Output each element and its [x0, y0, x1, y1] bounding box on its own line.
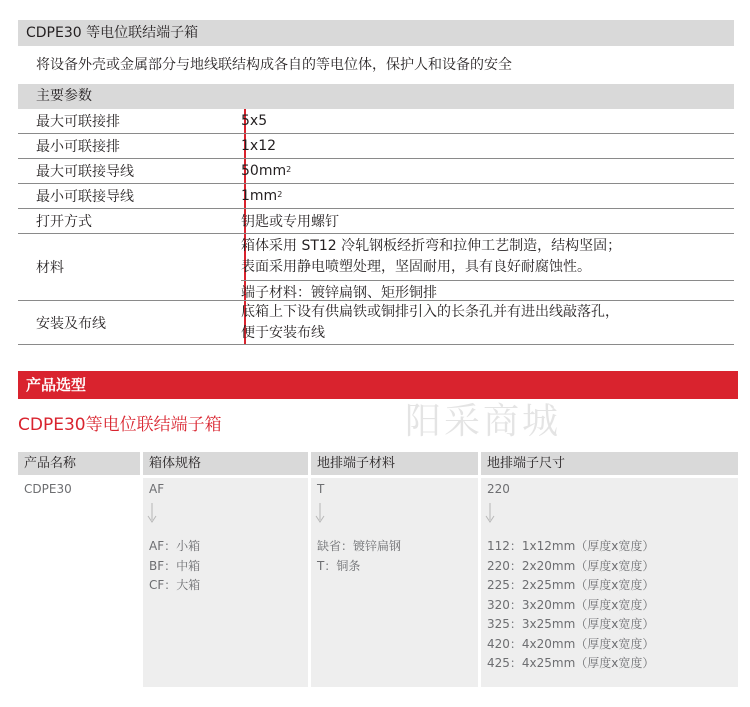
spec-value-text: 1mm: [241, 188, 278, 204]
spec-row-min-wire: [18, 184, 734, 209]
column-value-box-spec: AF: [149, 482, 165, 496]
spec-label: 最小可联接导线: [18, 184, 246, 208]
option-list-terminal-size: [487, 537, 654, 674]
spec-value: 钥匙或专用螺钉: [241, 214, 339, 230]
watermark: 阳采商城: [405, 401, 562, 442]
column-header-box-spec: 箱体规格: [143, 452, 308, 475]
spec-value-line: 表面采用静电喷塑处理，坚固耐用，具有良好耐腐蚀性。: [241, 259, 591, 275]
spec-label: 安装及布线: [18, 301, 246, 344]
spec-label: 材料: [18, 234, 246, 300]
option-item: AF：小箱: [149, 539, 201, 553]
spec-row-install: [18, 301, 734, 345]
column-header-product-name: 产品名称: [18, 452, 140, 475]
spec-row-min-bar: [18, 134, 734, 159]
option-item: BF：中箱: [149, 558, 201, 573]
spec-row-max-wire: [18, 159, 734, 184]
spec-value: 1x12: [241, 138, 277, 154]
spec-row-material: [18, 234, 734, 301]
spec-value-line: 底箱上下设有供扁铁或铜排引入的长条孔并有进出线敲落孔，: [241, 303, 619, 320]
spec-value: [241, 301, 734, 344]
option-item: 325：3x25mm（厚度x宽度）: [487, 617, 655, 631]
spec-value: [241, 184, 734, 208]
option-list-terminal-material: [317, 537, 401, 576]
spec-value: [241, 235, 734, 279]
option-item: 420：4x20mm（厚度x宽度）: [487, 636, 655, 651]
spec-value-text: 50mm: [241, 163, 287, 179]
product-title-bar: CDPE30 等电位联结端子箱: [18, 20, 734, 46]
column-box-terminal-material: [311, 478, 478, 687]
selection-heading: 产品选型: [18, 371, 738, 399]
option-item: 缺省：镀锌扁钢: [317, 539, 402, 553]
spec-label: 打开方式: [18, 209, 246, 233]
option-item: CF：大箱: [149, 578, 201, 592]
spec-label: 最大可联接排: [18, 109, 246, 133]
spec-value-line: 便于安装布线: [241, 324, 325, 341]
arrow-down-icon: [146, 503, 158, 525]
spec-value-superscript: 2: [286, 164, 292, 174]
spec-value: [241, 159, 734, 183]
arrow-down-icon: [314, 503, 326, 525]
option-item: 225：2x25mm（厚度x宽度）: [487, 578, 655, 592]
spec-value-superscript: 2: [277, 189, 283, 199]
option-list-box-spec: [149, 537, 200, 596]
column-value-terminal-material: T: [317, 482, 325, 496]
option-item: 425：4x25mm（厚度x宽度）: [487, 656, 655, 670]
spec-value-line: 箱体采用 ST12 冷轧钢板经折弯和拉伸工艺制造，结构坚固；: [241, 238, 622, 254]
column-header-terminal-size: 地排端子尺寸: [481, 452, 738, 475]
column-header-terminal-material: 地排端子材料: [311, 452, 478, 475]
option-item: T：铜条: [317, 558, 361, 573]
column-value-terminal-size: 220: [487, 482, 510, 496]
arrow-down-icon: [484, 503, 496, 525]
spec-row-max-bar: [18, 109, 734, 134]
column-value-product-name: CDPE30: [24, 482, 72, 496]
product-description: 将设备外壳或金属部分与地线联结构成各自的等电位体，保护人和设备的安全: [36, 57, 512, 73]
option-item: 320：3x20mm（厚度x宽度）: [487, 597, 655, 612]
spec-label: 最小可联接排: [18, 134, 246, 158]
spec-row-open-method: [18, 209, 734, 234]
option-item: 112：1x12mm（厚度x宽度）: [487, 539, 655, 553]
spec-value: 端子材料：镀锌扁钢、矩形铜排: [241, 280, 734, 302]
params-heading: 主要参数: [18, 84, 734, 109]
option-item: 220：2x20mm（厚度x宽度）: [487, 558, 655, 573]
spec-value: 5x5: [241, 113, 268, 129]
spec-label: 最大可联接导线: [18, 159, 246, 183]
product-model-title: CDPE30等电位联结端子箱: [18, 415, 222, 435]
